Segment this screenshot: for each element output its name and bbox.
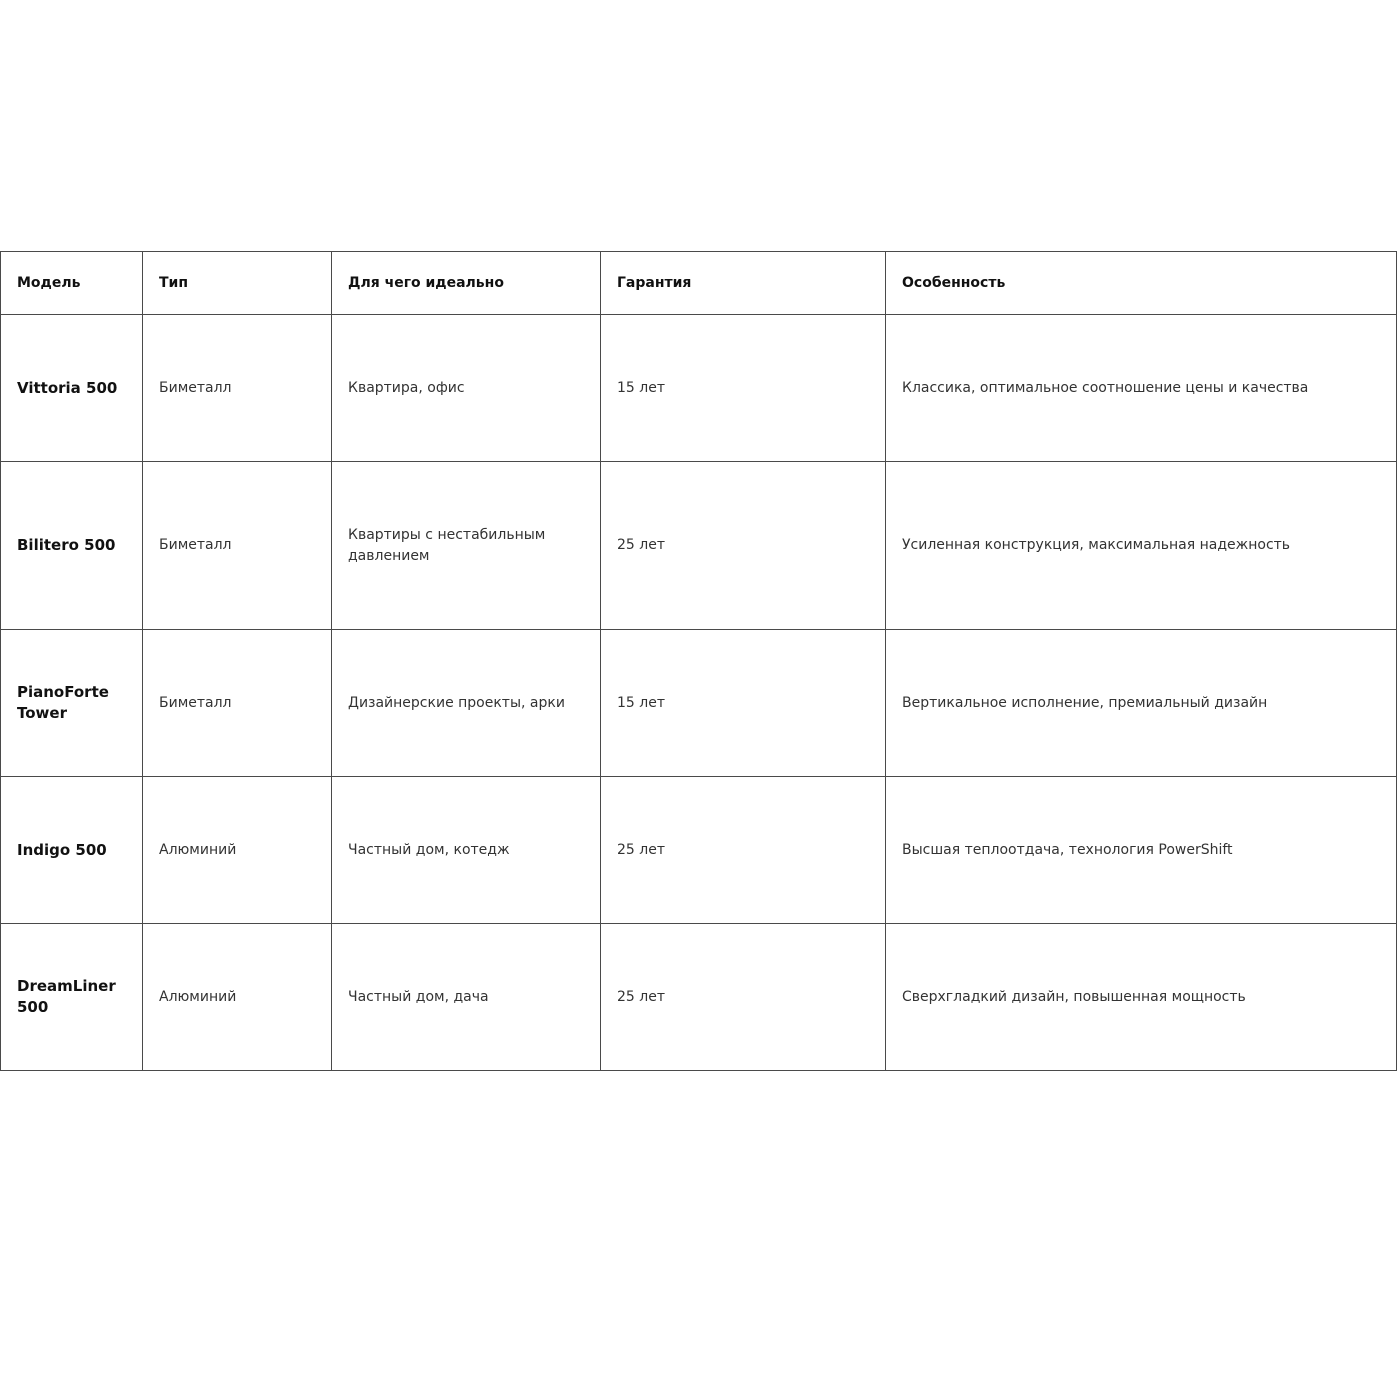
header-type: Тип bbox=[143, 252, 332, 315]
cell-ideal: Квартира, офис bbox=[332, 315, 601, 462]
cell-warranty: 25 лет bbox=[601, 924, 886, 1071]
header-model: Модель bbox=[1, 252, 143, 315]
table-row bbox=[1, 462, 1397, 630]
cell-model: Bilitero 500 bbox=[1, 462, 143, 630]
radiator-comparison-table bbox=[0, 251, 1397, 1071]
comparison-table-container bbox=[0, 251, 1396, 1071]
cell-model: Vittoria 500 bbox=[1, 315, 143, 462]
cell-feature: Вертикальное исполнение, премиальный дизайн bbox=[886, 630, 1397, 777]
cell-feature: Усиленная конструкция, максимальная надежность bbox=[886, 462, 1397, 630]
cell-type: Биметалл bbox=[143, 630, 332, 777]
header-feature: Особенность bbox=[886, 252, 1397, 315]
cell-type: Биметалл bbox=[143, 462, 332, 630]
cell-type: Биметалл bbox=[143, 315, 332, 462]
cell-warranty: 15 лет bbox=[601, 315, 886, 462]
cell-warranty: 25 лет bbox=[601, 777, 886, 924]
cell-model: Indigo 500 bbox=[1, 777, 143, 924]
cell-ideal: Частный дом, дача bbox=[332, 924, 601, 1071]
cell-ideal: Частный дом, котедж bbox=[332, 777, 601, 924]
header-ideal: Для чего идеально bbox=[332, 252, 601, 315]
table-header bbox=[1, 252, 1397, 315]
cell-model: PianoForte Tower bbox=[1, 630, 143, 777]
cell-feature: Классика, оптимальное соотношение цены и качества bbox=[886, 315, 1397, 462]
cell-type: Алюминий bbox=[143, 777, 332, 924]
table-row bbox=[1, 315, 1397, 462]
table-row bbox=[1, 777, 1397, 924]
table-row bbox=[1, 924, 1397, 1071]
header-warranty: Гарантия bbox=[601, 252, 886, 315]
cell-feature: Высшая теплоотдача, технология PowerShift bbox=[886, 777, 1397, 924]
cell-type: Алюминий bbox=[143, 924, 332, 1071]
cell-warranty: 15 лет bbox=[601, 630, 886, 777]
cell-model: DreamLiner 500 bbox=[1, 924, 143, 1071]
table-row bbox=[1, 630, 1397, 777]
cell-ideal: Квартиры с нестабильным давлением bbox=[332, 462, 601, 630]
table-body bbox=[1, 315, 1397, 1071]
cell-feature: Сверхгладкий дизайн, повышенная мощность bbox=[886, 924, 1397, 1071]
header-row bbox=[1, 252, 1397, 315]
cell-ideal: Дизайнерские проекты, арки bbox=[332, 630, 601, 777]
cell-warranty: 25 лет bbox=[601, 462, 886, 630]
